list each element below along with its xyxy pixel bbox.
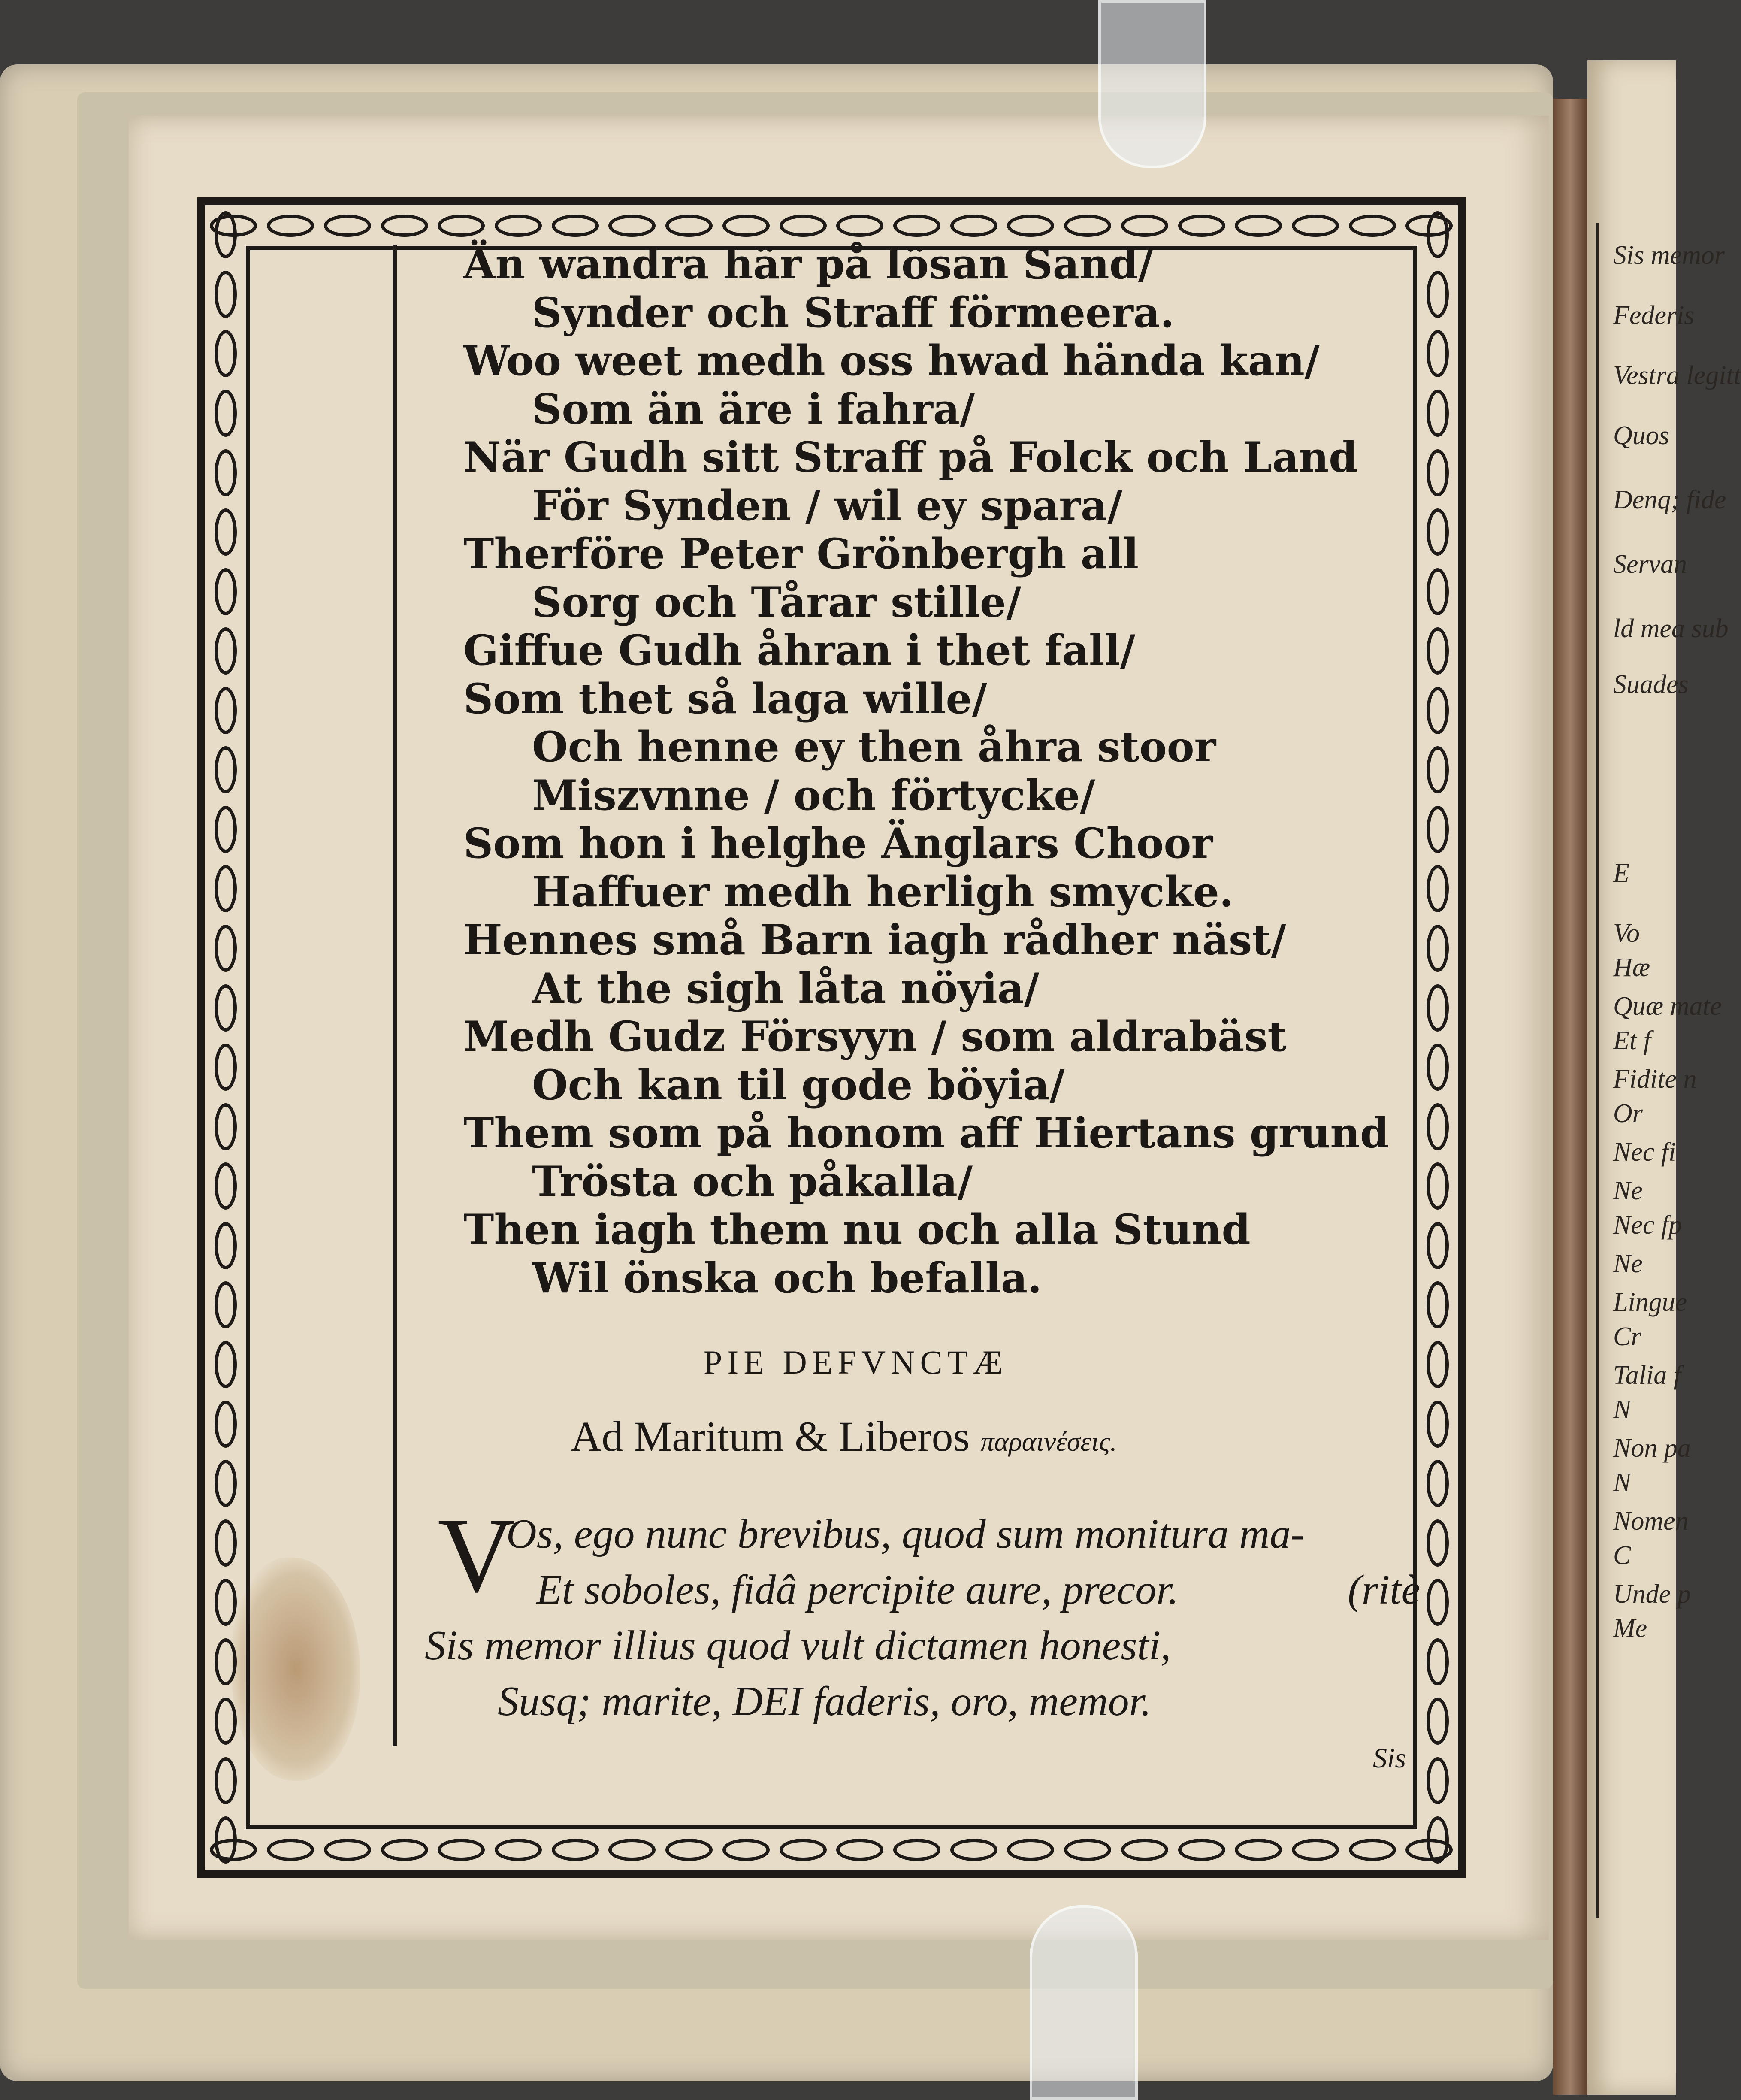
catchword: Sis xyxy=(1373,1743,1406,1774)
right-page-fragment: Quæ mate xyxy=(1613,992,1722,1021)
frame-ornament xyxy=(215,1460,237,1507)
frame-ornament xyxy=(950,215,997,237)
right-page-fragment: Et f xyxy=(1613,1026,1651,1055)
frame-ornament xyxy=(722,215,770,237)
verse-line: Trösta och påkalla/ xyxy=(532,1157,973,1206)
frame-ornament xyxy=(215,925,237,972)
frame-ornament xyxy=(1292,215,1339,237)
verse-line: Then iagh them nu och alla Stund xyxy=(463,1205,1251,1254)
frame-ornament xyxy=(1427,1638,1449,1685)
right-page-fragment: Ne xyxy=(1613,1249,1643,1278)
latin-line: Et soboles, fidâ percipite aure, precor. xyxy=(536,1567,1179,1613)
frame-ornament xyxy=(1178,1839,1225,1861)
right-page xyxy=(1587,60,1741,2095)
frame-ornament xyxy=(215,806,237,853)
right-page-border xyxy=(1596,223,1611,1918)
right-page-fragment: N xyxy=(1613,1468,1631,1497)
frame-ornament xyxy=(608,215,656,237)
frame-ornament xyxy=(438,215,485,237)
frame-ornament xyxy=(1427,1579,1449,1626)
frame-ornament xyxy=(215,1341,237,1388)
verse-line: Som än äre i fahra/ xyxy=(532,384,975,433)
right-page-fragment: Ne xyxy=(1613,1176,1643,1205)
verse-line: Haffuer medh herligh smycke. xyxy=(532,867,1234,916)
frame-ornament xyxy=(1427,1222,1449,1269)
frame-ornament xyxy=(1427,508,1449,556)
verse-line: Miszvnne / och förtycke/ xyxy=(532,771,1095,820)
right-page-fragment: Unde p xyxy=(1613,1580,1691,1609)
latin-line: Os, ego nunc brevibus, quod sum monitura ma- xyxy=(506,1511,1305,1557)
frame-ornament xyxy=(836,1839,883,1861)
frame-ornament xyxy=(1427,1281,1449,1328)
frame-right-border xyxy=(1417,205,1458,1870)
frame-ornament xyxy=(215,568,237,615)
frame-ornament xyxy=(722,1839,770,1861)
verse-line: Giffue Gudh åhran i thet fall/ xyxy=(463,626,1136,675)
frame-ornament xyxy=(215,746,237,793)
frame-ornament xyxy=(780,215,827,237)
frame-ornament xyxy=(1427,1816,1449,1864)
verse-line: För Synden / wil ey spara/ xyxy=(532,481,1123,530)
frame-ornament xyxy=(893,1839,940,1861)
verse-line: Medh Gudz Försyyn / som aldrabäst xyxy=(463,1012,1287,1061)
verse-line: Och henne ey then åhra stoor xyxy=(532,723,1216,771)
right-page-fragment: Talia f xyxy=(1613,1361,1681,1390)
right-page-fragment: Sis memor xyxy=(1613,241,1725,270)
frame-ornament xyxy=(495,215,542,237)
frame-ornament xyxy=(267,1839,314,1861)
book-spine xyxy=(1553,99,1587,2095)
right-page-fragment: Denq; fide xyxy=(1613,485,1726,514)
frame-ornament xyxy=(1427,1698,1449,1745)
frame-ornament xyxy=(1427,1757,1449,1804)
right-page-fragment: Federis xyxy=(1613,301,1695,330)
frame-ornament xyxy=(215,1281,237,1328)
frame-ornament xyxy=(215,1103,237,1150)
frame-ornament xyxy=(215,330,237,377)
frame-bottom-border xyxy=(205,1829,1458,1870)
frame-ornament xyxy=(1427,1341,1449,1388)
section-subheading xyxy=(571,1412,1117,1461)
frame-ornament xyxy=(324,1839,371,1861)
frame-ornament xyxy=(215,1222,237,1269)
right-page-fragment: ld mea sub xyxy=(1613,614,1729,643)
frame-ornament xyxy=(215,1816,237,1864)
frame-ornament xyxy=(1178,215,1225,237)
section-heading: PIE DEFVNCTÆ xyxy=(704,1344,1008,1381)
frame-ornament xyxy=(215,1162,237,1210)
frame-ornament xyxy=(215,1579,237,1626)
verse-line: Som hon i helghe Änglars Choor xyxy=(463,819,1213,868)
frame-ornament xyxy=(495,1839,542,1861)
frame-ornament xyxy=(1427,806,1449,853)
frame-ornament xyxy=(1427,746,1449,793)
right-page-fragment: Lingue xyxy=(1613,1288,1687,1317)
frame-ornament xyxy=(1427,627,1449,675)
frame-ornament xyxy=(1427,687,1449,734)
verse-line: Än wandra här på lösan Sand/ xyxy=(463,240,1153,288)
right-page-fragment: Cr xyxy=(1613,1322,1641,1351)
verse-line: När Gudh sitt Straff på Folck och Land xyxy=(463,433,1358,481)
frame-ornament xyxy=(1427,211,1449,258)
frame-ornament xyxy=(215,271,237,318)
right-page-fragment: Fidite n xyxy=(1613,1065,1697,1094)
frame-ornament xyxy=(215,1401,237,1448)
right-page-fragment: E xyxy=(1613,859,1629,888)
verse-line: Sorg och Tårar stille/ xyxy=(532,578,1022,626)
right-page-fragment: Or xyxy=(1613,1099,1643,1128)
frame-ornament xyxy=(1064,215,1111,237)
frame-ornament xyxy=(215,984,237,1032)
frame-ornament xyxy=(552,1839,599,1861)
frame-ornament xyxy=(836,215,883,237)
frame-ornament xyxy=(215,390,237,437)
frame-ornament xyxy=(1235,215,1282,237)
verse-line: Woo weet medh oss hwad hända kan/ xyxy=(463,336,1320,385)
verse-line: Them som på honom aff Hiertans grund xyxy=(463,1109,1389,1157)
frame-ornament xyxy=(1349,215,1396,237)
frame-ornament xyxy=(1427,1103,1449,1150)
verse-line: Hennes små Barn iagh rådher näst/ xyxy=(463,916,1286,964)
right-page-fragment: C xyxy=(1613,1541,1631,1570)
frame-ornament xyxy=(780,1839,827,1861)
verse-line: At the sigh låta nöyia/ xyxy=(532,964,1040,1013)
frame-ornament xyxy=(1427,1162,1449,1210)
frame-ornament xyxy=(215,449,237,496)
right-page-fragment: Vestra legitt xyxy=(1613,361,1741,390)
frame-ornament xyxy=(1427,984,1449,1032)
frame-left-border xyxy=(205,205,246,1870)
frame-ornament xyxy=(381,1839,428,1861)
frame-ornament xyxy=(215,1757,237,1804)
frame-ornament xyxy=(267,215,314,237)
frame-ornament xyxy=(1427,390,1449,437)
frame-ornament xyxy=(950,1839,997,1861)
frame-ornament xyxy=(665,215,713,237)
frame-ornament xyxy=(1427,1519,1449,1567)
frame-ornament xyxy=(1427,449,1449,496)
frame-ornament xyxy=(381,215,428,237)
frame-ornament xyxy=(1007,1839,1054,1861)
verse-line: Och kan til gode böyia/ xyxy=(532,1060,1065,1109)
right-page-fragment: Nomen xyxy=(1613,1507,1689,1536)
right-page-fragment: Vo xyxy=(1613,919,1640,948)
page-clip-bottom xyxy=(1030,1905,1138,2100)
frame-ornament xyxy=(1427,865,1449,912)
frame-ornament xyxy=(552,215,599,237)
subheading-latin: Ad Maritum & Liberos xyxy=(571,1413,970,1460)
verse-line: Wil önska och befalla. xyxy=(532,1253,1042,1302)
verse-line: Therföre Peter Grönbergh all xyxy=(463,530,1139,578)
frame-ornament xyxy=(1121,215,1168,237)
right-page-fragment: Non pa xyxy=(1613,1434,1691,1463)
frame-ornament xyxy=(1064,1839,1111,1861)
frame-ornament xyxy=(1427,568,1449,615)
right-page-fragment: Me xyxy=(1613,1614,1647,1643)
latin-turnover: (ritè xyxy=(1348,1567,1420,1613)
latin-line: Susq; marite, DEI faderis, oro, memor. xyxy=(498,1678,1152,1725)
right-page-fragment: Servan xyxy=(1613,550,1687,579)
right-page-fragment: Quos xyxy=(1613,421,1669,450)
frame-ornament xyxy=(324,215,371,237)
frame-ornament xyxy=(665,1839,713,1861)
frame-ornament xyxy=(1121,1839,1168,1861)
right-page-fragment: N xyxy=(1613,1395,1631,1424)
subheading-greek: παραινέσεις. xyxy=(980,1426,1117,1457)
latin-verse xyxy=(425,1506,1420,1729)
page-clip-top xyxy=(1098,0,1206,168)
swedish-verse xyxy=(463,240,1407,1302)
frame-ornament xyxy=(215,1698,237,1745)
frame-ornament xyxy=(215,687,237,734)
frame-ornament xyxy=(215,508,237,556)
frame-ornament xyxy=(1349,1839,1396,1861)
frame-ornament xyxy=(1292,1839,1339,1861)
latin-line: Sis memor illius quod vult dictamen honesti, xyxy=(425,1622,1171,1669)
right-page-fragment: Nec fp xyxy=(1613,1210,1682,1240)
frame-ornament xyxy=(1427,1044,1449,1091)
frame-ornament xyxy=(215,1638,237,1685)
verse-line: Synder och Straff förmeera. xyxy=(532,288,1175,337)
frame-ornament xyxy=(215,1519,237,1567)
frame-ornament xyxy=(1427,1460,1449,1507)
drop-capital: V xyxy=(438,1496,515,1615)
verse-line: Som thet så laga wille/ xyxy=(463,674,987,723)
frame-ornament xyxy=(1427,271,1449,318)
frame-ornament xyxy=(1235,1839,1282,1861)
frame-ornament xyxy=(215,627,237,675)
frame-ornament xyxy=(608,1839,656,1861)
frame-ornament xyxy=(1007,215,1054,237)
right-page-fragment: Nec fi xyxy=(1613,1138,1676,1167)
frame-ornament xyxy=(438,1839,485,1861)
right-page-fragment: Hæ xyxy=(1613,953,1650,982)
frame-ornament xyxy=(1427,1401,1449,1448)
right-page-fragment: Suades xyxy=(1613,670,1689,699)
frame-ornament xyxy=(893,215,940,237)
frame-ornament xyxy=(215,865,237,912)
frame-ornament xyxy=(1427,925,1449,972)
margin-rule xyxy=(393,245,397,1746)
frame-ornament xyxy=(215,1044,237,1091)
frame-ornament xyxy=(215,211,237,258)
frame-ornament xyxy=(1427,330,1449,377)
